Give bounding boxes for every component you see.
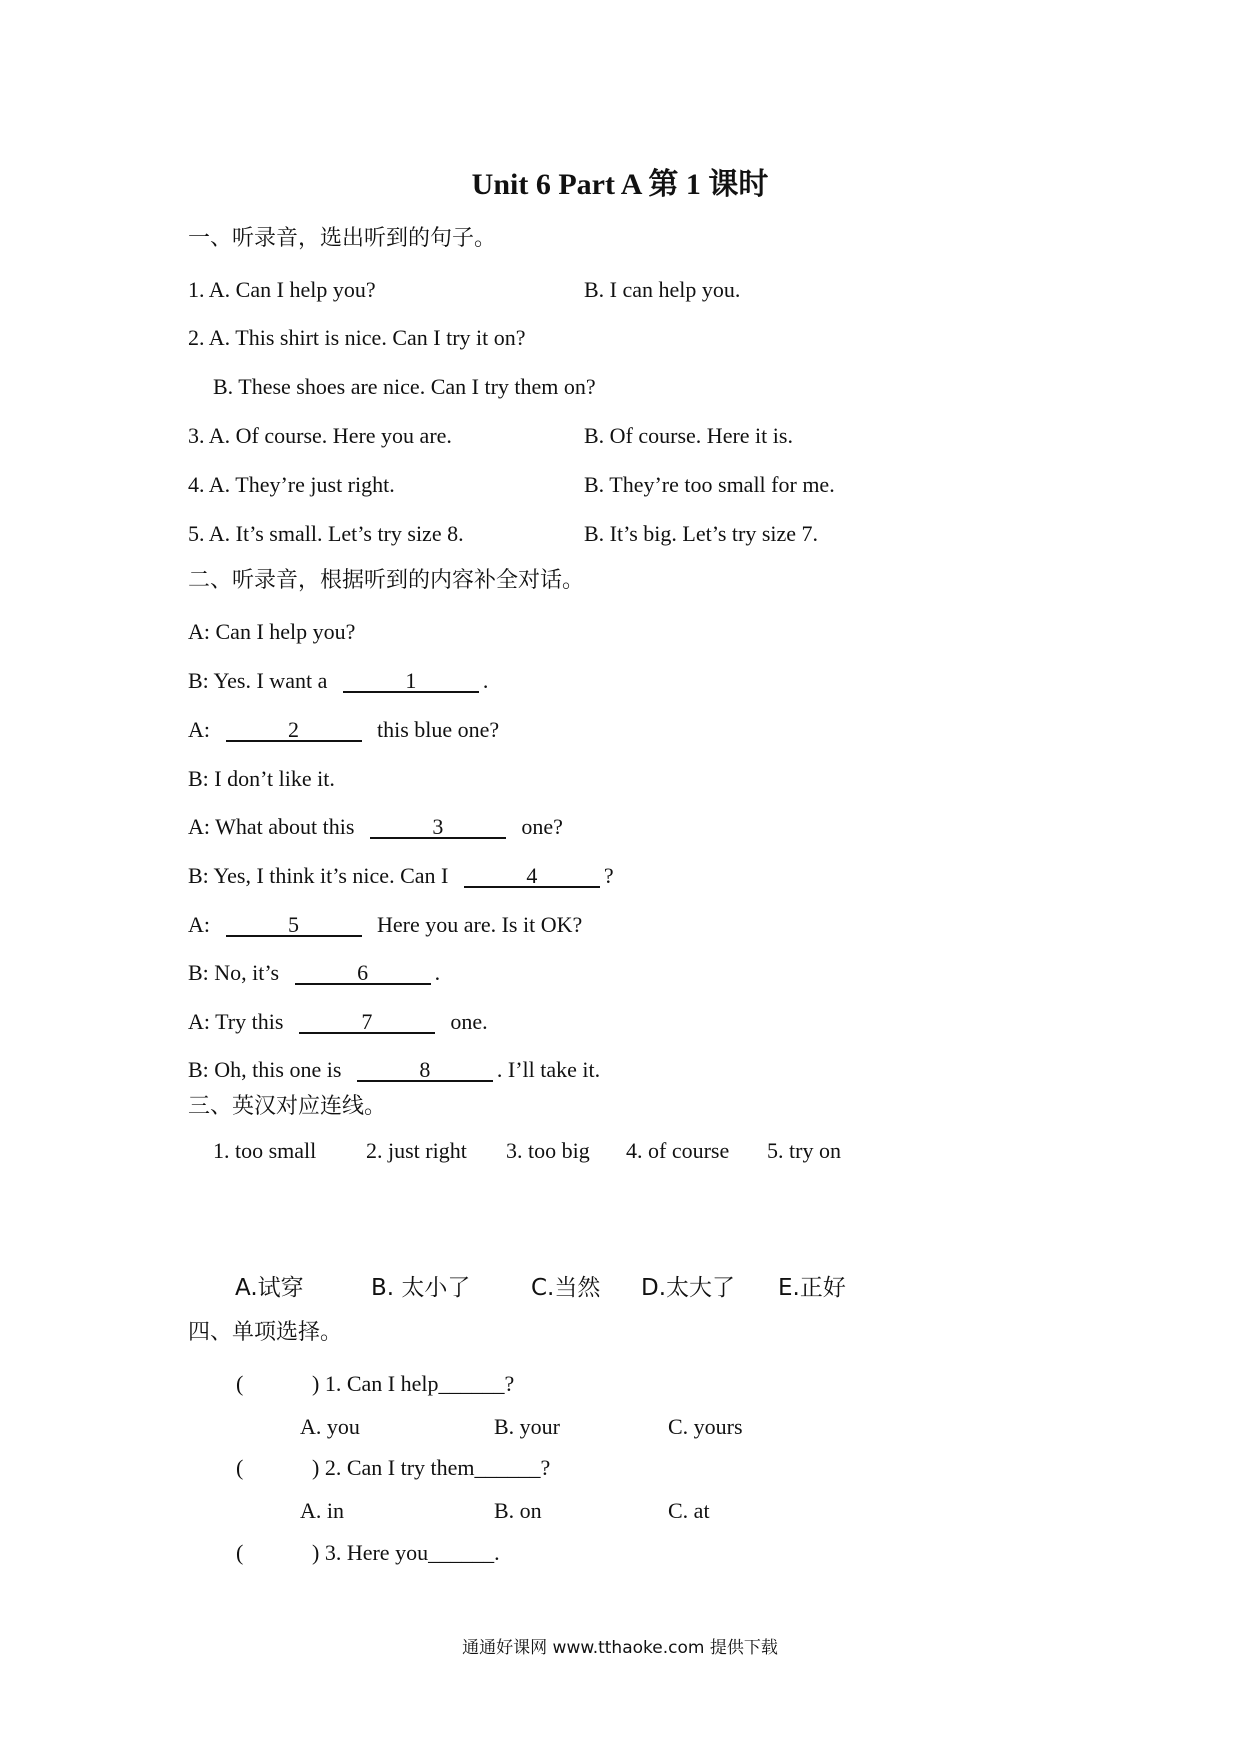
- section2-heading: 二、听录音，根据听到的内容补全对话。: [188, 568, 585, 593]
- match-cn-b[interactable]: B. 太小了: [371, 1275, 471, 1301]
- mc-question-3: [236, 1542, 500, 1564]
- answer-paren-open[interactable]: (: [236, 1371, 244, 1396]
- q5-option-b: B. It’s big. Let’s try size 7.: [584, 521, 819, 546]
- section1-heading: 一、听录音，选出听到的句子。: [188, 226, 497, 251]
- q4-option-a: 4. A. They’re just right.: [188, 472, 395, 497]
- dialogue-text: one?: [521, 814, 563, 839]
- mc2-option-c[interactable]: C. at: [668, 1498, 710, 1523]
- dialogue-line-10: [188, 1059, 600, 1082]
- q3-option-b: B. Of course. Here it is.: [584, 423, 793, 448]
- dialogue-line-3: [188, 719, 499, 742]
- answer-paren-open[interactable]: (: [236, 1455, 244, 1480]
- page-title: Unit 6 Part A 第 1 课时: [471, 168, 769, 201]
- dialogue-line-4: B: I don’t like it.: [188, 766, 335, 791]
- section3-heading: 三、英汉对应连线。: [188, 1094, 387, 1119]
- mc-question-text: ) 1. Can I help______?: [312, 1371, 515, 1396]
- dialogue-line-6: [188, 865, 614, 888]
- mc-question-text: ) 3. Here you______.: [312, 1540, 500, 1565]
- match-cn-a[interactable]: A.试穿: [235, 1275, 304, 1301]
- answer-paren-open[interactable]: (: [236, 1540, 244, 1565]
- mc-question-2: [236, 1457, 550, 1479]
- dialogue-line-2: [188, 670, 488, 693]
- footer-source: 通通好课网 www.tthaoke.com 提供下载: [462, 1638, 778, 1658]
- q3-option-a: 3. A. Of course. Here you are.: [188, 423, 452, 448]
- mc-question-text: ) 2. Can I try them______?: [312, 1455, 551, 1480]
- dialogue-text: A:: [188, 912, 210, 937]
- dialogue-line-5: [188, 816, 563, 839]
- dialogue-text: Here you are. Is it OK?: [377, 912, 583, 937]
- dialogue-text: A: Try this: [188, 1009, 284, 1034]
- blank-4[interactable]: 4: [464, 866, 600, 888]
- dialogue-text: A:: [188, 717, 210, 742]
- blank-1[interactable]: 1: [343, 671, 479, 693]
- dialogue-text: B: Yes. I want a: [188, 668, 328, 693]
- blank-6[interactable]: 6: [295, 963, 431, 985]
- match-en-2[interactable]: 2. just right: [366, 1138, 467, 1163]
- dialogue-line-9: [188, 1011, 488, 1034]
- section4-heading: 四、单项选择。: [188, 1320, 343, 1345]
- q2-option-b: B. These shoes are nice. Can I try them on?: [213, 374, 596, 399]
- match-en-1[interactable]: 1. too small: [213, 1138, 317, 1163]
- dialogue-text: this blue one?: [377, 717, 500, 742]
- dialogue-text: ?: [603, 863, 614, 888]
- blank-7[interactable]: 7: [299, 1012, 435, 1034]
- match-en-4[interactable]: 4. of course: [626, 1138, 730, 1163]
- dialogue-text: . I’ll take it.: [496, 1057, 601, 1082]
- dialogue-line-8: [188, 962, 440, 985]
- dialogue-text: .: [434, 960, 441, 985]
- mc1-option-b[interactable]: B. your: [494, 1414, 560, 1439]
- dialogue-text: B: Yes, I think it’s nice. Can I: [188, 863, 449, 888]
- match-en-5[interactable]: 5. try on: [767, 1138, 841, 1163]
- dialogue-line-7: [188, 914, 582, 937]
- mc2-option-b[interactable]: B. on: [494, 1498, 542, 1523]
- mc1-option-a[interactable]: A. you: [300, 1414, 360, 1439]
- dialogue-text: A: What about this: [188, 814, 355, 839]
- blank-5[interactable]: 5: [226, 915, 362, 937]
- dialogue-text: one.: [450, 1009, 488, 1034]
- dialogue-text: B: No, it’s: [188, 960, 280, 985]
- match-cn-d[interactable]: D.太大了: [641, 1275, 736, 1301]
- blank-2[interactable]: 2: [226, 720, 362, 742]
- q2-option-a: 2. A. This shirt is nice. Can I try it on?: [188, 325, 526, 350]
- blank-8[interactable]: 8: [357, 1060, 493, 1082]
- dialogue-text: B: Oh, this one is: [188, 1057, 342, 1082]
- q1-option-b: B. I can help you.: [584, 277, 741, 302]
- mc-question-1: [236, 1373, 514, 1395]
- q1-option-a: 1. A. Can I help you?: [188, 277, 376, 302]
- blank-3[interactable]: 3: [370, 817, 506, 839]
- mc1-option-c[interactable]: C. yours: [668, 1414, 743, 1439]
- match-en-3[interactable]: 3. too big: [506, 1138, 590, 1163]
- q4-option-b: B. They’re too small for me.: [584, 472, 835, 497]
- match-cn-e[interactable]: E.正好: [778, 1275, 846, 1301]
- q5-option-a: 5. A. It’s small. Let’s try size 8.: [188, 521, 464, 546]
- dialogue-text: .: [482, 668, 489, 693]
- dialogue-line-1: A: Can I help you?: [188, 619, 356, 644]
- match-cn-c[interactable]: C.当然: [531, 1275, 601, 1301]
- mc2-option-a[interactable]: A. in: [300, 1498, 344, 1523]
